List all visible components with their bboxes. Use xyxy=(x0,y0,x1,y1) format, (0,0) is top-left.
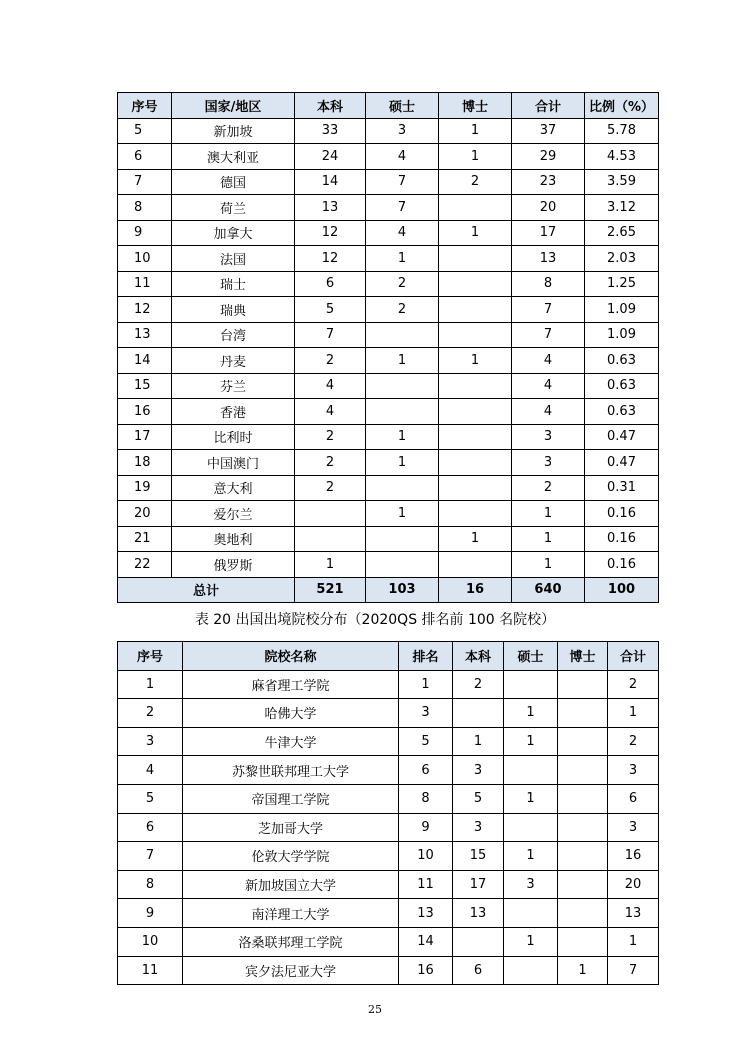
table-cell: 新加坡国立大学 xyxy=(183,870,399,899)
table-cell xyxy=(504,756,558,785)
table-cell: 9 xyxy=(118,899,183,928)
table-cell xyxy=(558,899,608,928)
table-cell: 8 xyxy=(512,271,585,297)
table-cell xyxy=(504,899,558,928)
table-cell: 13 xyxy=(453,899,504,928)
table-cell: 2 xyxy=(608,670,659,699)
table-row xyxy=(118,813,659,842)
table-header-row xyxy=(118,93,659,119)
table-cell: 瑞典 xyxy=(172,297,295,323)
table-cell xyxy=(439,297,512,323)
table-cell: 3 xyxy=(608,813,659,842)
table-cell: 1 xyxy=(366,450,439,476)
column-header: 博士 xyxy=(439,93,512,119)
total-label: 总计 xyxy=(118,577,295,603)
table-cell xyxy=(366,373,439,399)
table-cell: 1.09 xyxy=(585,297,659,323)
table-cell xyxy=(558,813,608,842)
table-cell: 2 xyxy=(366,297,439,323)
column-header: 本科 xyxy=(453,642,504,671)
table-cell: 10 xyxy=(118,927,183,956)
table-cell: 5.78 xyxy=(585,118,659,144)
table-cell xyxy=(558,756,608,785)
table-row xyxy=(118,220,659,246)
table-cell: 0.63 xyxy=(585,399,659,425)
table-cell: 13 xyxy=(118,322,172,348)
table-cell: 法国 xyxy=(172,246,295,272)
table-cell xyxy=(558,727,608,756)
total-sum: 640 xyxy=(512,577,585,603)
table-cell: 4.53 xyxy=(585,144,659,170)
column-header: 院校名称 xyxy=(183,642,399,671)
table-cell: 5 xyxy=(453,784,504,813)
table-row xyxy=(118,842,659,871)
table-cell: 14 xyxy=(295,169,366,195)
table-cell: 4 xyxy=(295,373,366,399)
table-cell xyxy=(439,450,512,476)
table-cell: 比利时 xyxy=(172,424,295,450)
table-cell: 1 xyxy=(512,526,585,552)
table-cell: 37 xyxy=(512,118,585,144)
table-cell: 奥地利 xyxy=(172,526,295,552)
table-cell: 1 xyxy=(512,552,585,578)
table-cell: 23 xyxy=(512,169,585,195)
table-cell: 1 xyxy=(504,784,558,813)
table-cell: 宾夕法尼亚大学 xyxy=(183,956,399,985)
table-cell: 14 xyxy=(118,348,172,374)
table-cell: 6 xyxy=(608,784,659,813)
table-cell: 台湾 xyxy=(172,322,295,348)
table-cell: 6 xyxy=(399,756,453,785)
table-cell: 9 xyxy=(118,220,172,246)
table-row xyxy=(118,348,659,374)
table-cell: 7 xyxy=(366,169,439,195)
table-row xyxy=(118,501,659,527)
table-cell: 1 xyxy=(453,727,504,756)
table-cell: 8 xyxy=(399,784,453,813)
table-cell: 2 xyxy=(295,475,366,501)
table-cell: 芝加哥大学 xyxy=(183,813,399,842)
table-cell: 1 xyxy=(399,670,453,699)
table-row xyxy=(118,727,659,756)
table-cell: 21 xyxy=(118,526,172,552)
table-cell: 7 xyxy=(512,322,585,348)
table-cell: 2 xyxy=(295,348,366,374)
table-cell xyxy=(504,956,558,985)
total-ratio: 100 xyxy=(585,577,659,603)
table-cell: 洛桑联邦理工学院 xyxy=(183,927,399,956)
table-cell: 10 xyxy=(118,246,172,272)
table-cell: 牛津大学 xyxy=(183,727,399,756)
table-cell: 14 xyxy=(399,927,453,956)
table-cell: 2 xyxy=(295,450,366,476)
table-cell: 3.59 xyxy=(585,169,659,195)
table-cell: 1 xyxy=(366,348,439,374)
table-cell: 2 xyxy=(453,670,504,699)
table-row xyxy=(118,144,659,170)
table-cell: 0.63 xyxy=(585,348,659,374)
table-cell: 2 xyxy=(295,424,366,450)
column-header: 硕士 xyxy=(504,642,558,671)
table-cell: 4 xyxy=(512,373,585,399)
table-cell: 12 xyxy=(118,297,172,323)
table-cell: 12 xyxy=(295,246,366,272)
table-cell: 3 xyxy=(366,118,439,144)
table-cell: 6 xyxy=(295,271,366,297)
table-row xyxy=(118,399,659,425)
table-cell: 1 xyxy=(366,424,439,450)
table-cell: 19 xyxy=(118,475,172,501)
table-cell xyxy=(439,195,512,221)
table-cell: 16 xyxy=(399,956,453,985)
table-cell xyxy=(439,475,512,501)
table-cell: 20 xyxy=(608,870,659,899)
column-header: 合计 xyxy=(512,93,585,119)
table-cell: 17 xyxy=(512,220,585,246)
table-cell: 2.65 xyxy=(585,220,659,246)
table-cell: 0.16 xyxy=(585,552,659,578)
table-row xyxy=(118,756,659,785)
table-row xyxy=(118,424,659,450)
table-cell xyxy=(439,399,512,425)
table-cell xyxy=(439,501,512,527)
column-header: 序号 xyxy=(118,642,183,671)
table-cell: 哈佛大学 xyxy=(183,699,399,728)
table-cell: 33 xyxy=(295,118,366,144)
table-row xyxy=(118,784,659,813)
table-cell: 5 xyxy=(118,118,172,144)
table-cell: 苏黎世联邦理工大学 xyxy=(183,756,399,785)
table-cell: 24 xyxy=(295,144,366,170)
total-row xyxy=(118,577,659,603)
table-row xyxy=(118,526,659,552)
table-cell: 瑞士 xyxy=(172,271,295,297)
table-cell xyxy=(366,475,439,501)
table-cell: 0.16 xyxy=(585,526,659,552)
table-cell: 1 xyxy=(439,526,512,552)
table-cell: 意大利 xyxy=(172,475,295,501)
table-cell: 6 xyxy=(453,956,504,985)
column-header: 国家/地区 xyxy=(172,93,295,119)
table-cell: 6 xyxy=(118,144,172,170)
column-header: 硕士 xyxy=(366,93,439,119)
total-undergrad: 521 xyxy=(295,577,366,603)
table-cell: 1 xyxy=(504,842,558,871)
table-cell: 11 xyxy=(118,956,183,985)
table-cell: 0.31 xyxy=(585,475,659,501)
table-cell: 4 xyxy=(366,220,439,246)
table-cell xyxy=(295,501,366,527)
table-cell: 中国澳门 xyxy=(172,450,295,476)
table-cell: 1 xyxy=(439,348,512,374)
table-row xyxy=(118,927,659,956)
table-cell: 20 xyxy=(118,501,172,527)
table-cell: 9 xyxy=(399,813,453,842)
table-cell: 29 xyxy=(512,144,585,170)
page-number: 25 xyxy=(368,1003,382,1016)
table-row xyxy=(118,552,659,578)
table-cell xyxy=(558,870,608,899)
table-cell: 4 xyxy=(512,348,585,374)
table-cell: 3 xyxy=(453,756,504,785)
table-row xyxy=(118,271,659,297)
table-row xyxy=(118,699,659,728)
table-cell: 爱尔兰 xyxy=(172,501,295,527)
table-cell: 7 xyxy=(118,842,183,871)
table-cell: 8 xyxy=(118,870,183,899)
column-header: 序号 xyxy=(118,93,172,119)
table-cell xyxy=(453,927,504,956)
table-cell xyxy=(295,526,366,552)
table-row xyxy=(118,297,659,323)
column-header: 排名 xyxy=(399,642,453,671)
table-cell: 13 xyxy=(608,899,659,928)
table-cell: 1 xyxy=(295,552,366,578)
table-cell: 香港 xyxy=(172,399,295,425)
table-row xyxy=(118,118,659,144)
table-cell xyxy=(439,271,512,297)
table-cell xyxy=(366,399,439,425)
table-row xyxy=(118,246,659,272)
table-cell: 5 xyxy=(295,297,366,323)
table-cell: 3 xyxy=(118,727,183,756)
column-header: 比例（%） xyxy=(585,93,659,119)
table-cell: 4 xyxy=(366,144,439,170)
table-cell: 加拿大 xyxy=(172,220,295,246)
column-header: 本科 xyxy=(295,93,366,119)
table-row xyxy=(118,169,659,195)
column-header: 合计 xyxy=(608,642,659,671)
table-cell: 3 xyxy=(504,870,558,899)
table-cell: 2 xyxy=(439,169,512,195)
table-row xyxy=(118,870,659,899)
table-cell: 麻省理工学院 xyxy=(183,670,399,699)
table-cell: 丹麦 xyxy=(172,348,295,374)
table-cell: 11 xyxy=(118,271,172,297)
table-cell: 12 xyxy=(295,220,366,246)
table-cell xyxy=(504,670,558,699)
table-cell xyxy=(366,552,439,578)
table-cell: 1 xyxy=(366,246,439,272)
table-cell: 1.09 xyxy=(585,322,659,348)
table-cell: 1 xyxy=(504,927,558,956)
table-cell: 0.63 xyxy=(585,373,659,399)
total-doctor: 16 xyxy=(439,577,512,603)
table-cell: 4 xyxy=(295,399,366,425)
table-row xyxy=(118,670,659,699)
table-cell: 南洋理工大学 xyxy=(183,899,399,928)
table-row xyxy=(118,899,659,928)
table-cell: 22 xyxy=(118,552,172,578)
table-cell: 5 xyxy=(118,784,183,813)
table-row xyxy=(118,956,659,985)
table-cell: 0.47 xyxy=(585,424,659,450)
table-cell: 20 xyxy=(512,195,585,221)
table-cell: 俄罗斯 xyxy=(172,552,295,578)
table-cell: 1 xyxy=(608,699,659,728)
column-header: 博士 xyxy=(558,642,608,671)
table-cell xyxy=(366,526,439,552)
table-cell xyxy=(558,784,608,813)
table-cell: 11 xyxy=(399,870,453,899)
table-cell: 2 xyxy=(608,727,659,756)
table-cell xyxy=(558,927,608,956)
table-cell xyxy=(558,699,608,728)
table-cell: 18 xyxy=(118,450,172,476)
table-cell: 13 xyxy=(399,899,453,928)
table-cell xyxy=(439,552,512,578)
university-distribution-table xyxy=(117,641,659,985)
table-cell: 7 xyxy=(295,322,366,348)
table-cell: 1 xyxy=(504,727,558,756)
table-cell: 1 xyxy=(512,501,585,527)
table-cell: 17 xyxy=(453,870,504,899)
table-cell: 1 xyxy=(439,220,512,246)
table-cell: 0.47 xyxy=(585,450,659,476)
table-cell: 7 xyxy=(512,297,585,323)
table-cell: 1 xyxy=(118,670,183,699)
table-cell: 7 xyxy=(366,195,439,221)
table-cell: 6 xyxy=(118,813,183,842)
table-cell: 1 xyxy=(439,144,512,170)
table-cell: 7 xyxy=(608,956,659,985)
table-cell xyxy=(439,424,512,450)
table-cell: 0.16 xyxy=(585,501,659,527)
table-cell: 伦敦大学学院 xyxy=(183,842,399,871)
table-cell: 荷兰 xyxy=(172,195,295,221)
table-cell: 德国 xyxy=(172,169,295,195)
table-cell: 16 xyxy=(118,399,172,425)
table-cell: 3 xyxy=(512,450,585,476)
table-cell xyxy=(439,322,512,348)
table-cell: 1 xyxy=(366,501,439,527)
table-cell: 7 xyxy=(118,169,172,195)
table-cell: 15 xyxy=(453,842,504,871)
table-cell: 4 xyxy=(512,399,585,425)
table-cell: 2 xyxy=(366,271,439,297)
table-cell xyxy=(504,813,558,842)
table-caption: 表 20 出国出境院校分布（2020QS 排名前 100 名院校） xyxy=(194,612,556,628)
table-cell xyxy=(558,842,608,871)
table-row xyxy=(118,450,659,476)
table-cell: 1 xyxy=(558,956,608,985)
table-cell: 5 xyxy=(399,727,453,756)
table-cell: 8 xyxy=(118,195,172,221)
table-cell: 1 xyxy=(608,927,659,956)
table-cell: 2 xyxy=(118,699,183,728)
table-cell: 1.25 xyxy=(585,271,659,297)
table-row xyxy=(118,195,659,221)
table-cell: 1 xyxy=(439,118,512,144)
table-cell: 新加坡 xyxy=(172,118,295,144)
table-row xyxy=(118,475,659,501)
table-cell: 芬兰 xyxy=(172,373,295,399)
table-cell: 澳大利亚 xyxy=(172,144,295,170)
table-cell: 3 xyxy=(512,424,585,450)
table-cell: 3.12 xyxy=(585,195,659,221)
table-cell: 13 xyxy=(295,195,366,221)
table-cell xyxy=(439,246,512,272)
table-cell: 10 xyxy=(399,842,453,871)
table-cell: 13 xyxy=(512,246,585,272)
table-cell: 1 xyxy=(504,699,558,728)
table-cell: 3 xyxy=(399,699,453,728)
table-cell: 3 xyxy=(453,813,504,842)
table-cell: 17 xyxy=(118,424,172,450)
table-cell: 3 xyxy=(608,756,659,785)
table-cell xyxy=(439,373,512,399)
table-cell: 2.03 xyxy=(585,246,659,272)
table-cell: 2 xyxy=(512,475,585,501)
table-cell: 15 xyxy=(118,373,172,399)
table-cell: 16 xyxy=(608,842,659,871)
table-row xyxy=(118,373,659,399)
table-row xyxy=(118,322,659,348)
table-cell xyxy=(558,670,608,699)
country-distribution-table xyxy=(117,92,659,603)
table-cell: 4 xyxy=(118,756,183,785)
total-master: 103 xyxy=(366,577,439,603)
table-cell: 帝国理工学院 xyxy=(183,784,399,813)
table-header-row xyxy=(118,642,659,671)
table-cell xyxy=(453,699,504,728)
table-cell xyxy=(366,322,439,348)
